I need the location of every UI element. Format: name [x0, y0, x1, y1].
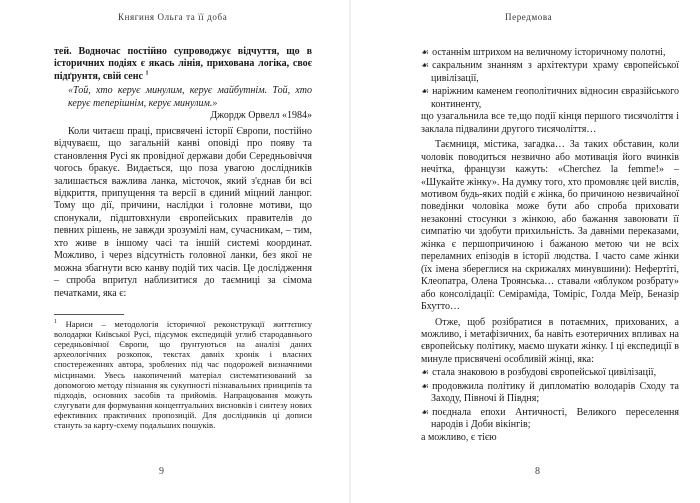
bold-intro: [54, 46, 312, 83]
footnote-ref[interactable]: 1: [145, 70, 149, 77]
footnote-text: Нариси – методологія історичної реконструкції життєпису володарки Київської Русі, підсумок експедицій углиб стародавнього середньовічної Європи, що ґрунтуються на аналізі даних археологічних розкопок, текстах давніх хронік і власних спостереженнях автора, зроблених під час подорожей визначними місцинами. Увесь накопичений матеріал систематизований за допомогою методу пізнання як сукупності пізнавальних принципів та підходів, основних засобів та прийомів. Напрацювання можуть слугувати для формування концептуальних висновків і синтезу нових ефективних практичних пропозицій. Для дослідників ці дописи стануть за карту-схему подальших пошуків.: [54, 319, 313, 430]
fleuron-icon: ☙: [421, 47, 430, 57]
fleuron-icon: ☙: [421, 406, 430, 417]
cherchez-paragraph: Таємниця, містика, загадка… За таких обставин, коли чоловік поводиться незвично або мотивація його вчинків нечітка, французи кажуть: «Cherchez la femme!» – «Шукайте жінку». На думку того, хто промовляє цей вислів, мотивом будь-яких подій є жінка, бо причиною незвичайної поведінки чоловіка може бути або спроба приховати незаконні стосунки з жінкою, або бажання завоювати її симпатію чи здобути прихильність. За давніми переказами, жінка є першопричиною і бажаною метою чи не всіх переламних епізодів в історії людства. І часто саме жінки (їх імена збереглися на скрижалях минувшини): Нефертіті, Клеопатра, Олена Троянська… ставали «яблуком розбрату» або консолідації: Семіраміда, Томіріс, Голда Меїр, Беназір Бхутто…: [421, 139, 679, 313]
footnote-number: 1: [54, 319, 57, 326]
footnote: [54, 319, 312, 430]
fleuron-icon: ☙: [421, 86, 430, 97]
epigraph-attribution: Джордж Орвелл «1984»: [210, 110, 312, 122]
right-page-body: [421, 46, 679, 444]
epigraph: «Той, хто керує минулим, керує майбутнім. Той, хто керує теперішнім, керує минулим.»: [68, 85, 312, 109]
fleuron-icon: ☙: [421, 367, 430, 378]
list-item: ☙ останнім штрихом на величному історичному полотні,: [421, 47, 666, 58]
list-item: ☙ наріжним каменем геополітичних відносин євразійського континенту,: [421, 86, 679, 110]
page-number-left: 9: [159, 466, 164, 477]
page-number-right: 8: [535, 466, 540, 477]
intro-paragraph: Коли читаєш праці, присвячені історії Європи, постійно відчуваєш, що загальній канві оповіді про появу та становлення Русі як провідної держави доби Середньовіччя чогось бракує. Видається, що поза увагою дослідників залишається важлива ланка, місточок, який з'єднав би всі відкриття, припущення та версії в єдиний міцний ланцюг. Тому що дії, причини, наслідки і головне мотиви, що спонукали, підштовхнули європейських правителів до певних рішень, не завжди зрозумілі нам, сучасникам, – тим, хто живе в іншому часі та іншій системі координат. Можливо, і через відсутність головної ланки, без якої не можна збагнути всю канву подій тих часів. Це дослідження – спроба впритул наблизитися до таємниці за сімома печатками, яка є:: [54, 125, 312, 299]
footnote-rule: [54, 314, 124, 315]
fleuron-icon: ☙: [421, 60, 430, 71]
fleuron-icon: ☙: [421, 380, 430, 391]
bold-intro-text: тей. Водночас постійно супроводжує відчуття, що в історичних подіях є якась лінія, прихована логіка, своє підґрунтя, свій сенс: [54, 46, 312, 82]
list-item: ☙ сакральним знанням з архітектури храму європейської цивілізації,: [421, 60, 679, 84]
search-woman-paragraph: Отже, щоб розібратися в потаємних, прихованих, а можливо, і метафізичних, ба навіть езотеричних впливах на європейську політику, маємо шукати жінку. І ці експедиції в минуле присвячені особливій жінці, яка:: [421, 316, 679, 365]
list-tail: що узагальнила все те,що події кінця першого тисячоліття і заклала підвалини другого тисячоліття…: [421, 111, 679, 135]
list-item: ☙ поєднала епохи Античності, Великого переселення народів і Доби вікінгів;: [421, 406, 679, 431]
left-page-body: [54, 46, 312, 430]
running-header-left: Княгиня Ольга та її доба: [118, 12, 228, 22]
list-item: ☙ продовжила політику й дипломатію володарів Сходу та Заходу, Півночі й Півдня;: [421, 380, 679, 405]
running-header-right: Передмова: [505, 12, 553, 22]
right-page: [350, 0, 700, 503]
continued-line: а можливо, є тією: [421, 431, 497, 443]
list-item: ☙ стала знаковою в розбудові європейської цивілізації,: [421, 367, 657, 379]
